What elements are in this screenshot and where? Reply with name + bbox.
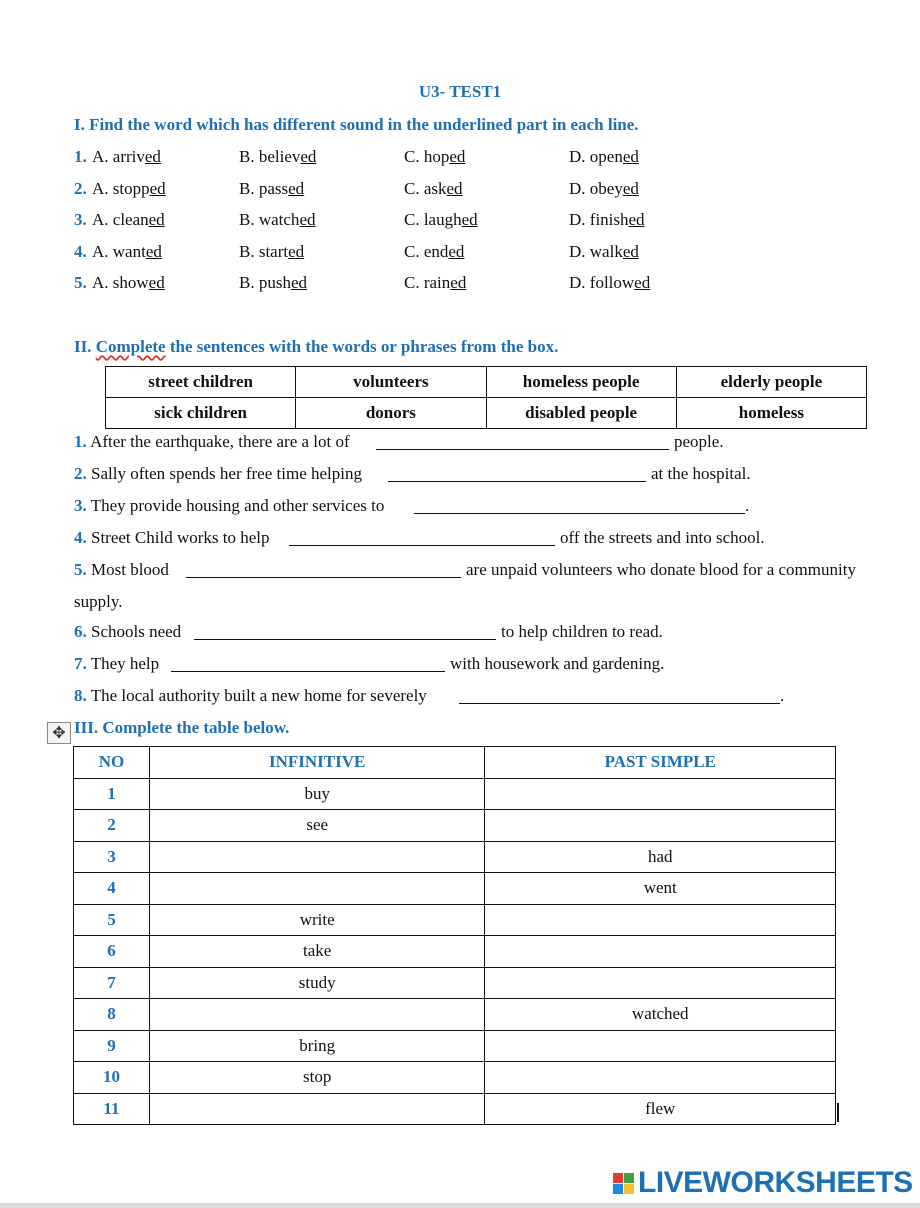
option-underlined-part: ed xyxy=(148,273,165,292)
answer-option[interactable] xyxy=(92,242,162,262)
sentence-number: 3. xyxy=(74,496,87,515)
verb-table-row xyxy=(74,1062,836,1094)
word-box-cell: donors xyxy=(296,398,486,429)
word-box-cell: homeless xyxy=(676,398,866,429)
verb-table-row xyxy=(74,778,836,810)
infinitive-cell: bring xyxy=(149,1030,485,1062)
answer-option[interactable] xyxy=(239,147,316,167)
option-stem: B. believ xyxy=(239,147,301,166)
option-underlined-part: ed xyxy=(461,210,478,229)
misspelled-word: Complete xyxy=(95,337,166,356)
header-infinitive: INFINITIVE xyxy=(149,747,485,779)
option-stem: A. stopp xyxy=(92,178,150,198)
answer-option[interactable] xyxy=(569,242,639,262)
word-box-cell: street children xyxy=(106,367,296,398)
sentence-line xyxy=(74,686,427,706)
option-underlined-part: ed xyxy=(299,210,316,229)
answer-blank-input[interactable] xyxy=(194,625,496,640)
past-simple-cell[interactable] xyxy=(485,967,836,999)
answer-option[interactable] xyxy=(92,210,165,230)
question-number: 5. xyxy=(74,273,87,292)
past-simple-cell[interactable] xyxy=(485,810,836,842)
verb-table-row xyxy=(74,999,836,1031)
sentence-line xyxy=(74,432,350,452)
page-title: U3- TEST1 xyxy=(418,82,502,101)
infinitive-cell[interactable] xyxy=(149,999,485,1031)
word-box-row xyxy=(106,367,867,398)
verb-table-row xyxy=(74,1030,836,1062)
verb-table-row xyxy=(74,936,836,968)
option-underlined-part: ed xyxy=(449,147,466,166)
option-underlined-part: ed xyxy=(288,241,305,261)
row-number: 1 xyxy=(74,778,150,810)
question-number: 2. xyxy=(74,178,87,198)
sentence-text-after: to help children to read. xyxy=(501,622,663,641)
option-stem: D. open xyxy=(569,147,623,166)
answer-blank-input[interactable] xyxy=(171,657,445,672)
sentence-number: 5. xyxy=(74,560,87,579)
sentence-number: 8. xyxy=(74,686,87,705)
sentence-number: 7. xyxy=(74,654,87,673)
sentence-line xyxy=(74,464,362,484)
answer-option[interactable] xyxy=(404,179,463,199)
answer-option[interactable] xyxy=(569,210,645,230)
row-number: 5 xyxy=(74,904,150,936)
word-box-row xyxy=(106,398,867,429)
answer-option[interactable] xyxy=(404,147,465,167)
answer-option[interactable] xyxy=(239,273,307,293)
row-number: 2 xyxy=(74,810,150,842)
past-simple-cell: had xyxy=(485,841,836,873)
word-box-cell: sick children xyxy=(106,398,296,429)
past-simple-cell[interactable] xyxy=(485,778,836,810)
sentence-line xyxy=(74,592,123,612)
sentence-text-before: They provide housing and other services to xyxy=(90,496,385,515)
section-3-heading: III. Complete the table below. xyxy=(74,718,290,737)
sentence-text-after: are unpaid volunteers who donate blood for a community xyxy=(466,560,856,579)
section-2-heading xyxy=(74,337,558,357)
sentence-text-after: people. xyxy=(674,432,724,451)
sentence-line xyxy=(74,622,181,642)
option-stem: B. pass xyxy=(239,178,289,198)
sentence-line xyxy=(74,654,159,674)
option-underlined-part: ed xyxy=(622,178,639,198)
answer-option[interactable] xyxy=(569,147,639,167)
bottom-scrollbar[interactable] xyxy=(0,1203,920,1208)
option-stem: B. start xyxy=(239,241,289,261)
row-number: 11 xyxy=(74,1093,150,1125)
answer-option[interactable] xyxy=(92,273,165,293)
sentence-text-after: off the streets and into school. xyxy=(560,528,765,547)
sentence-text-after: . xyxy=(780,686,785,705)
sentence-text-before: Sally often spends her free time helping xyxy=(91,464,362,483)
header-past-simple: PAST SIMPLE xyxy=(485,747,836,779)
past-simple-cell[interactable] xyxy=(485,936,836,968)
row-number: 3 xyxy=(74,841,150,873)
answer-option[interactable] xyxy=(92,147,161,167)
verb-table-row xyxy=(74,810,836,842)
answer-blank-input[interactable] xyxy=(388,467,646,482)
word-box-cell: homeless people xyxy=(486,367,676,398)
answer-option[interactable] xyxy=(239,242,304,262)
verb-table xyxy=(73,746,836,1125)
option-underlined-part: ed xyxy=(290,273,308,292)
option-underlined-part: ed xyxy=(634,273,651,292)
option-underlined-part: ed xyxy=(145,241,162,261)
answer-blank-input[interactable] xyxy=(376,435,669,450)
infinitive-cell[interactable] xyxy=(149,1093,485,1125)
sentence-number: 4. xyxy=(74,528,87,547)
option-underlined-part: ed xyxy=(448,241,465,261)
row-number: 8 xyxy=(74,999,150,1031)
row-number: 9 xyxy=(74,1030,150,1062)
option-underlined-part: ed xyxy=(450,273,467,292)
sentence-text-before: Most blood xyxy=(91,560,169,579)
sentence-text-after: at the hospital. xyxy=(651,464,751,483)
sentence-text-before: They help xyxy=(90,654,160,673)
infinitive-cell: study xyxy=(149,967,485,999)
word-box xyxy=(105,366,867,429)
answer-blank-input[interactable] xyxy=(186,563,461,578)
question-number: 3. xyxy=(74,210,87,229)
option-underlined-part: ed xyxy=(144,147,161,166)
sentence-text-after: . xyxy=(745,496,750,515)
past-simple-cell: flew xyxy=(485,1093,836,1125)
past-simple-cell: went xyxy=(485,873,836,905)
row-number: 7 xyxy=(74,967,150,999)
option-stem: B. watch xyxy=(239,210,300,229)
option-stem: D. obey xyxy=(569,178,623,198)
option-underlined-part: ed xyxy=(622,241,639,261)
sentence-number: 1. xyxy=(74,432,87,451)
option-stem: C. ask xyxy=(404,178,447,198)
answer-blank-input[interactable] xyxy=(459,689,780,704)
past-simple-cell: watched xyxy=(485,999,836,1031)
word-box-cell: volunteers xyxy=(296,367,486,398)
option-underlined-part: ed xyxy=(446,178,463,198)
infinitive-cell: buy xyxy=(149,778,485,810)
option-underlined-part: ed xyxy=(148,210,165,229)
past-simple-cell[interactable] xyxy=(485,1030,836,1062)
word-box-cell: elderly people xyxy=(676,367,866,398)
question-number: 4. xyxy=(74,241,87,261)
sentence-number: 2. xyxy=(74,464,87,483)
question-number: 1. xyxy=(74,147,87,166)
row-number: 6 xyxy=(74,936,150,968)
sentence-number: 6. xyxy=(74,622,87,641)
sentence-line xyxy=(74,528,269,548)
option-stem: A. clean xyxy=(92,210,149,229)
answer-blank-input[interactable] xyxy=(414,499,745,514)
section-1-heading: I. Find the word which has different sound in the underlined part in each line. xyxy=(74,115,639,134)
sentence-text-before: Street Child works to help xyxy=(91,528,270,547)
heading-rest: the sentences with the words or phrases from the box. xyxy=(165,337,559,356)
infinitive-cell: take xyxy=(149,936,485,968)
footer-brand: LIVEWORKSHEETS xyxy=(638,1166,913,1199)
option-stem: C. end xyxy=(404,241,449,261)
infinitive-cell[interactable] xyxy=(149,841,485,873)
option-underlined-part: ed xyxy=(149,178,166,198)
option-stem: D. walk xyxy=(569,241,623,261)
verb-table-row xyxy=(74,1093,836,1125)
sentence-text-before: The local authority built a new home for severely xyxy=(90,686,427,705)
header-no: NO xyxy=(74,747,150,779)
sentence-text-before: Schools need xyxy=(91,622,182,641)
option-stem: C. rain xyxy=(404,273,451,292)
answer-option[interactable] xyxy=(569,179,639,199)
sentence-text-after: with housework and gardening. xyxy=(450,654,665,673)
table-move-handle-icon[interactable]: ✥ xyxy=(47,722,71,744)
past-simple-cell[interactable] xyxy=(485,1062,836,1094)
infinitive-cell: write xyxy=(149,904,485,936)
verb-table-row xyxy=(74,873,836,905)
infinitive-cell: see xyxy=(149,810,485,842)
answer-option[interactable] xyxy=(569,273,650,293)
row-number: 4 xyxy=(74,873,150,905)
answer-option[interactable] xyxy=(404,242,464,262)
word-box-cell: disabled people xyxy=(486,398,676,429)
option-stem: C. hop xyxy=(404,147,450,166)
text-cursor xyxy=(837,1103,839,1122)
option-underlined-part: ed xyxy=(300,147,317,166)
option-stem: A. show xyxy=(92,273,149,292)
sentence-text-before: After the earthquake, there are a lot of xyxy=(90,432,350,451)
heading-prefix: II. xyxy=(74,337,96,356)
option-stem: C. laugh xyxy=(404,210,462,229)
liveworksheets-logo-icon xyxy=(613,1173,635,1195)
verb-table-row xyxy=(74,904,836,936)
option-stem: A. want xyxy=(92,241,146,261)
verb-table-header xyxy=(74,747,836,779)
answer-option[interactable] xyxy=(239,210,315,230)
infinitive-cell[interactable] xyxy=(149,873,485,905)
option-underlined-part: ed xyxy=(288,178,305,198)
option-stem: D. finish xyxy=(569,210,629,229)
answer-blank-input[interactable] xyxy=(289,531,555,546)
option-underlined-part: ed xyxy=(622,147,639,166)
verb-table-row xyxy=(74,967,836,999)
row-number: 10 xyxy=(74,1062,150,1094)
infinitive-cell: stop xyxy=(149,1062,485,1094)
option-stem: A. arriv xyxy=(92,147,145,166)
sentence-text-before: supply. xyxy=(74,592,123,611)
answer-option[interactable] xyxy=(404,210,478,230)
option-underlined-part: ed xyxy=(628,210,645,229)
past-simple-cell[interactable] xyxy=(485,904,836,936)
sentence-line xyxy=(74,560,169,580)
answer-option[interactable] xyxy=(404,273,466,293)
sentence-line xyxy=(74,496,384,516)
option-stem: B. push xyxy=(239,273,291,292)
option-stem: D. follow xyxy=(569,273,635,292)
verb-table-row xyxy=(74,841,836,873)
answer-option[interactable] xyxy=(239,179,304,199)
answer-option[interactable] xyxy=(92,179,166,199)
